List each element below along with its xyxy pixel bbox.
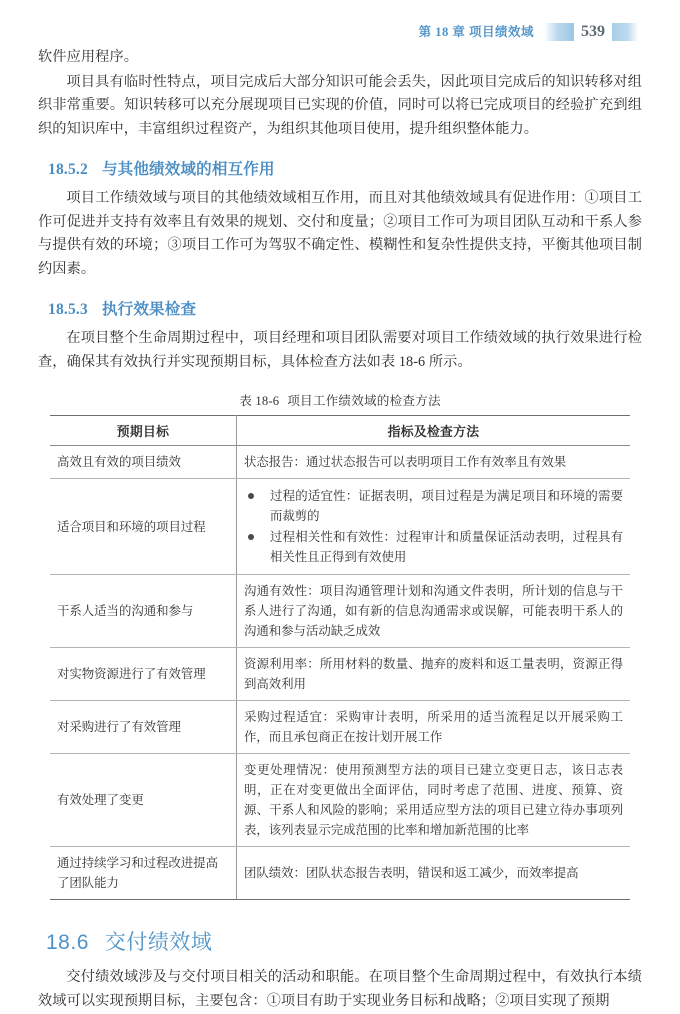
- table-head: [50, 416, 630, 446]
- cell-method: 团队绩效：团队状态报告表明，错误和返工减少，而效率提高: [237, 847, 631, 900]
- bullet-list: [244, 486, 623, 567]
- column-header-goal: 预期目标: [50, 416, 237, 446]
- cell-method: 采购过程适宜：采购审计表明，所采用的适当流程足以开展采购工作，而且承包商正在按计划开展工作: [237, 701, 631, 754]
- page-number: 539: [581, 23, 605, 40]
- list-item: 过程的适宜性：证据表明，项目过程是为满足项目和环境的需要而裁剪的: [244, 486, 623, 526]
- table-row: [50, 847, 630, 900]
- table-caption-number: 表 18-6: [239, 394, 280, 408]
- paragraph-18-5-2: 项目工作绩效域与项目的其他绩效域相互作用，而且对其他绩效域具有促进作用：①项目工作可促进并支持有效率且有效果的规划、交付和度量；②项目工作可为项目团队互动和干系人参与提供有效的环境；③项目工作可为驾驭不确定性、模糊性和复杂性提供支持，平衡其他项目制约因素。: [38, 190, 642, 277]
- table-header-row: [50, 416, 630, 446]
- cell-goal: 通过持续学习和过程改进提高了团队能力: [50, 847, 237, 900]
- heading-18-5-2-title: 与其他绩效域的相互作用: [101, 161, 275, 178]
- column-header-method: 指标及检查方法: [237, 416, 631, 446]
- table-row: [50, 648, 630, 701]
- cell-goal: 干系人适当的沟通和参与: [50, 575, 237, 648]
- table-caption: [38, 390, 642, 409]
- page-header-inner: [419, 18, 638, 46]
- paragraph-knowledge-transfer: 项目具有临时性特点，项目完成后大部分知识可能会丢失，因此项目完成后的知识转移对组织非常重要。知识转移可以充分展现项目已实现的价值，同时可以将已完成项目的经验扩充到组织的知识库中，丰富组织过程资产，为组织其他项目使用，提升组织整体能力。: [38, 73, 642, 137]
- heading-18-5-3-title: 执行效果检查: [101, 301, 197, 318]
- header-gradient-band-right: [612, 23, 638, 41]
- heading-18-5-2-number: 18.5.2: [48, 161, 88, 178]
- table-caption-title: 项目工作绩效域的检查方法: [287, 394, 441, 408]
- table-row: [50, 575, 630, 648]
- cell-goal: 对实物资源进行了有效管理: [50, 648, 237, 701]
- heading-18-6-title: 交付绩效域: [104, 931, 213, 954]
- cell-method: 状态报告：通过状态报告可以表明项目工作有效率且有效果: [237, 446, 631, 479]
- cell-goal: 高效且有效的项目绩效: [50, 446, 237, 479]
- check-method-table: [50, 415, 630, 900]
- heading-18-6-number: 18.6: [46, 931, 89, 954]
- header-gradient-band-left: [544, 23, 574, 41]
- page-header: [50, 18, 638, 46]
- chapter-title: 第 18 章 项目绩效域: [418, 25, 534, 39]
- page-content: [38, 46, 642, 1014]
- cell-goal: 有效处理了变更: [50, 754, 237, 847]
- paragraph-18-5-3: 在项目整个生命周期过程中，项目经理和项目团队需要对项目工作绩效域的执行效果进行检查，确保其有效执行并实现预期目标，具体检查方法如表 18-6 所示。: [38, 330, 642, 370]
- cell-method: 变更处理情况：使用预测型方法的项目已建立变更日志，该日志表明，正在对变更做出全面评估，同时考虑了范围、进度、预算、资源、干系人和风险的影响；采用适应型方法的项目已建立待办事项列表，该列表显示完成范围的比率和增加新范围的比率: [237, 754, 631, 847]
- list-item: 过程相关性和有效性：过程审计和质量保证活动表明，过程具有相关性且正得到有效使用: [244, 527, 623, 567]
- cell-method: 沟通有效性：项目沟通管理计划和沟通文件表明，所计划的信息与干系人进行了沟通，如有新的信息沟通需求或误解，可能表明干系人的沟通和参与活动缺乏成效: [237, 575, 631, 648]
- cell-goal: 对采购进行了有效管理: [50, 701, 237, 754]
- heading-18-6: [38, 926, 642, 956]
- table-body: [50, 446, 630, 900]
- heading-18-5-3-number: 18.5.3: [48, 301, 88, 318]
- paragraph-continued: 软件应用程序。: [38, 49, 139, 65]
- cell-goal: 适合项目和环境的项目过程: [50, 479, 237, 575]
- paragraph-18-6: 交付绩效域涉及与交付项目相关的活动和职能。在项目整个生命周期过程中，有效执行本绩效域可以实现预期目标，主要包含：①项目有助于实现业务目标和战略；②项目实现了预期: [38, 969, 642, 1009]
- cell-method: 资源利用率：所用材料的数量、抛弃的废料和返工量表明，资源正得到高效利用: [237, 648, 631, 701]
- heading-18-5-2: [38, 157, 642, 179]
- cell-method: [237, 479, 631, 575]
- table-row: [50, 479, 630, 575]
- table-row: [50, 446, 630, 479]
- heading-18-5-3: [38, 297, 642, 319]
- table-row: [50, 754, 630, 847]
- table-row: [50, 701, 630, 754]
